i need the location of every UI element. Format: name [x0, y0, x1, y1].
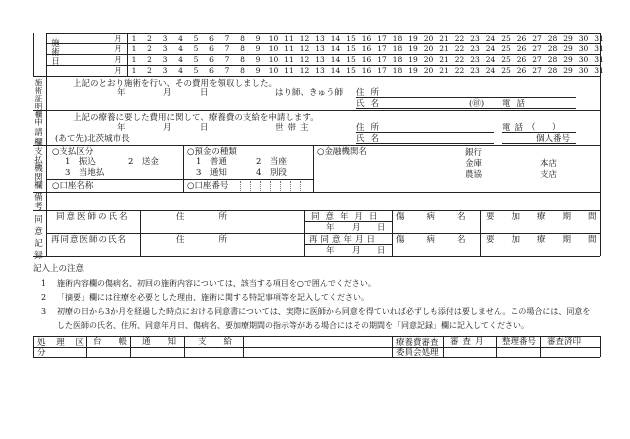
day-number[interactable]: 14 [330, 34, 341, 43]
head-of-household: 世帯主 [275, 123, 313, 133]
day-number[interactable]: 17 [377, 66, 387, 75]
day-number[interactable]: 16 [361, 66, 372, 75]
day-number[interactable]: 21 [439, 55, 449, 64]
account-type-3[interactable]: 3 通知 [196, 168, 227, 178]
day-number[interactable]: 22 [454, 34, 465, 43]
account-digit-divider [280, 181, 281, 191]
app-day: 日 [200, 123, 209, 133]
day-number[interactable]: 17 [377, 34, 387, 43]
consent-date-title: 同意年月日 [311, 212, 384, 222]
day-number[interactable]: 19 [408, 34, 418, 43]
consent-label: 同意記録 [34, 215, 43, 261]
day-number[interactable]: 16 [361, 44, 372, 53]
day-number[interactable]: 15 [346, 44, 356, 53]
day-number[interactable]: 25 [501, 34, 511, 43]
note-3-num: 3 [41, 307, 47, 316]
personal-number-label: 個人番号 [536, 134, 571, 144]
cert-phone-label: 電話 [502, 99, 532, 109]
bank-kind-2: 金庫 [465, 159, 483, 169]
month-label: 月 [114, 44, 122, 53]
account-digit-divider [290, 181, 291, 191]
app-month: 月 [163, 123, 172, 133]
day-number[interactable]: 7 [224, 44, 230, 53]
day-number[interactable]: 20 [423, 34, 434, 43]
day-number[interactable]: 29 [563, 66, 573, 75]
day-number[interactable]: 7 [224, 34, 230, 43]
day-number[interactable]: 11 [284, 66, 294, 75]
consent-disease-label: 傷病名 [396, 212, 488, 222]
account-type-4[interactable]: 4 別段 [256, 168, 287, 178]
month-label: 月 [114, 34, 122, 43]
account-type-2[interactable]: 2 当座 [256, 157, 287, 167]
cert-day: 日 [200, 88, 209, 98]
day-number[interactable]: 26 [516, 44, 527, 53]
application-label: 申請欄 [34, 118, 43, 148]
day-number[interactable]: 28 [547, 66, 558, 75]
day-number[interactable]: 3 [162, 34, 168, 43]
day-number[interactable]: 28 [547, 44, 558, 53]
day-number[interactable]: 10 [268, 55, 279, 64]
day-number[interactable]: 2 [147, 66, 152, 75]
cert-address-label: 住所 [356, 88, 386, 98]
day-number[interactable]: 26 [516, 34, 527, 43]
reconsent-month: 月 [352, 246, 361, 256]
reconsent-doctor-label: 再同意医師の氏名 [51, 235, 128, 245]
day-number[interactable]: 23 [470, 34, 480, 43]
bank-name-title: ○金融機関名 [317, 147, 367, 157]
day-number[interactable]: 3 [162, 55, 168, 64]
consent-doctor-label: 同意医師の氏名 [56, 212, 130, 222]
addressee: (あて先)北茨城市長 [55, 134, 130, 144]
certification-statement: 上記のとおり施術を行い、その費用を領収しました。 [73, 79, 278, 89]
day-number[interactable]: 28 [547, 34, 558, 43]
method-option-3[interactable]: 3 当地払 [65, 168, 105, 178]
day-number[interactable]: 9 [255, 34, 261, 43]
day-number[interactable]: 12 [299, 44, 310, 53]
reconsent-period-label: 要加療期間 [486, 235, 614, 245]
note-1-num: 1 [41, 279, 47, 288]
reconsent-disease-label: 傷病名 [396, 235, 488, 245]
day-number[interactable]: 10 [268, 34, 279, 43]
reconsent-address-label: 住 所 [176, 235, 228, 245]
day-number[interactable]: 16 [361, 55, 372, 64]
day-number[interactable]: 16 [361, 34, 372, 43]
method-option-2[interactable]: 2 送金 [128, 157, 159, 167]
day-number[interactable]: 8 [240, 34, 245, 43]
day-number[interactable]: 31 [594, 44, 604, 53]
method-option-1[interactable]: 1 振込 [65, 157, 96, 167]
day-number[interactable]: 14 [330, 66, 341, 75]
day-number[interactable]: 13 [315, 44, 325, 53]
payment-method-title: ○支払区分 [52, 147, 94, 157]
day-number[interactable]: 9 [255, 66, 261, 75]
account-type-title: ○預金の種類 [187, 147, 237, 157]
account-digit-divider [260, 181, 261, 191]
day-number[interactable]: 31 [594, 55, 604, 64]
note-2-text: 「摘要」欄には往療を必要とした理由、施術に関する特記事項等を記入してください。 [57, 293, 369, 302]
col-notice: 通 知 [142, 337, 177, 347]
day-number[interactable]: 19 [408, 66, 418, 75]
day-number[interactable]: 15 [346, 34, 356, 43]
app-address-label: 住所 [356, 123, 386, 133]
day-number[interactable]: 25 [501, 55, 511, 64]
day-number[interactable]: 6 [209, 34, 214, 43]
day-number[interactable]: 22 [454, 66, 465, 75]
day-number[interactable]: 17 [377, 44, 387, 53]
day-number[interactable]: 30 [578, 34, 589, 43]
day-number[interactable]: 7 [224, 66, 230, 75]
day-number[interactable]: 17 [377, 55, 387, 64]
day-number[interactable]: 28 [547, 55, 558, 64]
app-name-label: 氏名 [356, 134, 386, 144]
day-number[interactable]: 26 [516, 55, 527, 64]
note-1-text: 施術内容欄の傷病名、初回の施術内容については、該当する項目を○で囲んでください。 [57, 279, 376, 288]
col-payment: 支 給 [198, 337, 233, 347]
day-number[interactable]: 1 [131, 66, 137, 75]
day-number[interactable]: 31 [594, 66, 604, 75]
day-number[interactable]: 2 [147, 55, 152, 64]
day-number[interactable]: 9 [255, 44, 261, 53]
day-number[interactable]: 23 [470, 44, 480, 53]
day-number[interactable]: 24 [485, 55, 496, 64]
day-number[interactable]: 12 [299, 55, 310, 64]
account-digit-divider [250, 181, 251, 191]
note-3-continued: した医師の氏名、住所、同意年月日、傷病名、要加療期間の指示等がある場合にはその期間を「同意記録」欄に記入してください。 [57, 321, 529, 330]
bank-kind-3: 農協 [465, 170, 483, 180]
day-number[interactable]: 14 [330, 44, 341, 53]
day-number[interactable]: 29 [563, 44, 573, 53]
notes-title: 記入上の注意 [33, 264, 85, 274]
day-number[interactable]: 8 [240, 66, 245, 75]
day-number[interactable]: 30 [578, 66, 589, 75]
day-number[interactable]: 13 [315, 34, 325, 43]
day-number[interactable]: 24 [485, 66, 496, 75]
app-year: 年 [117, 123, 126, 133]
day-number[interactable]: 11 [284, 34, 294, 43]
cert-year: 年 [117, 88, 126, 98]
cert-month: 月 [163, 88, 172, 98]
day-number[interactable]: 13 [315, 66, 325, 75]
day-number[interactable]: 20 [423, 44, 434, 53]
day-number[interactable]: 27 [532, 44, 542, 53]
day-number[interactable]: 1 [131, 44, 137, 53]
day-number[interactable]: 25 [501, 66, 511, 75]
day-number[interactable]: 4 [178, 66, 183, 75]
day-number[interactable]: 4 [178, 44, 183, 53]
day-number[interactable]: 10 [268, 44, 279, 53]
day-number[interactable]: 18 [392, 34, 403, 43]
day-number[interactable]: 29 [563, 34, 573, 43]
remarks-label: 備考 [34, 193, 43, 212]
day-number[interactable]: 19 [408, 44, 418, 53]
ref-number: 整理番号 [502, 337, 537, 347]
account-digit-divider [270, 181, 271, 191]
day-number[interactable]: 1 [131, 34, 137, 43]
day-number[interactable]: 12 [299, 66, 310, 75]
day-number[interactable]: 2 [147, 34, 152, 43]
day-number[interactable]: 23 [470, 66, 480, 75]
month-label: 月 [114, 66, 122, 75]
reconsent-date-title: 再同意年月日 [309, 235, 379, 245]
treatment-days-label: 施術日 [51, 39, 60, 67]
app-phone-label: 電話（ ） [502, 123, 565, 133]
review-committee: 療養費審査委員会処理 [396, 338, 439, 358]
cert-name-label: 氏名 [356, 99, 386, 109]
account-type-1[interactable]: 1 普通 [196, 157, 227, 167]
account-holder-label: ○口座名称 [52, 181, 94, 191]
day-number[interactable]: 29 [563, 55, 573, 64]
day-number[interactable]: 8 [240, 44, 245, 53]
consent-address-label: 住 所 [176, 212, 228, 222]
consent-day: 日 [377, 223, 386, 233]
day-number[interactable]: 11 [284, 55, 294, 64]
note-2-num: 2 [41, 293, 47, 302]
day-number[interactable]: 30 [578, 55, 589, 64]
day-number[interactable]: 4 [178, 55, 183, 64]
day-number[interactable]: 6 [209, 66, 214, 75]
day-number[interactable]: 27 [532, 34, 542, 43]
day-number[interactable]: 6 [209, 55, 214, 64]
day-number[interactable]: 18 [392, 44, 403, 53]
day-number[interactable]: 19 [408, 55, 418, 64]
day-number[interactable]: 3 [162, 44, 168, 53]
day-number[interactable]: 15 [346, 55, 356, 64]
day-number[interactable]: 15 [346, 66, 356, 75]
day-number[interactable]: 2 [147, 44, 152, 53]
month-label: 月 [114, 55, 122, 64]
day-number[interactable]: 21 [439, 44, 449, 53]
day-number[interactable]: 6 [209, 44, 214, 53]
reconsent-day: 日 [377, 246, 386, 256]
day-number[interactable]: 27 [532, 66, 542, 75]
day-number[interactable]: 31 [594, 34, 604, 43]
day-number[interactable]: 18 [392, 55, 403, 64]
day-number[interactable]: 8 [240, 55, 245, 64]
day-number[interactable]: 5 [193, 55, 199, 64]
application-statement: 上記の療養に要した費用に関して、療養費の支給を申請します。 [73, 113, 319, 123]
day-number[interactable]: 20 [423, 55, 434, 64]
consent-period-label: 要加療期間 [486, 212, 614, 222]
day-number[interactable]: 24 [485, 44, 496, 53]
account-number-label: ○口座番号 [187, 181, 229, 191]
day-number[interactable]: 21 [439, 34, 449, 43]
day-number[interactable]: 22 [454, 55, 465, 64]
payment-label: 支払機関欄 [34, 147, 43, 191]
day-number[interactable]: 1 [131, 55, 137, 64]
consent-year: 年 [326, 223, 335, 233]
day-number[interactable]: 10 [268, 66, 279, 75]
day-number[interactable]: 30 [578, 44, 589, 53]
day-number[interactable]: 23 [470, 55, 480, 64]
processing-category: 処 理 区 分 [37, 338, 93, 358]
day-number[interactable]: 5 [193, 44, 199, 53]
day-number[interactable]: 9 [255, 55, 261, 64]
consent-month: 月 [352, 223, 361, 233]
day-number[interactable]: 25 [501, 44, 511, 53]
note-3-text: 初療の日から3か月を経過した時点における同意書については、実際に医師から同意を得ていれば必ずしも添付は要しません。この場合には、同意を [57, 307, 591, 316]
seal-mark: (㊞) [469, 99, 485, 109]
day-number[interactable]: 5 [193, 66, 199, 75]
bank-kind-1: 銀行 [465, 148, 483, 158]
day-number[interactable]: 4 [178, 34, 183, 43]
review-month: 審査月 [450, 337, 488, 347]
reconsent-year: 年 [326, 246, 335, 256]
certification-label: 施術証明欄 [34, 78, 43, 119]
reviewed-stamp: 審査済印 [547, 337, 582, 347]
day-number[interactable]: 12 [299, 34, 310, 43]
day-number[interactable]: 18 [392, 66, 403, 75]
day-number[interactable]: 26 [516, 66, 527, 75]
day-number[interactable]: 13 [315, 55, 325, 64]
day-number[interactable]: 27 [532, 55, 542, 64]
day-number[interactable]: 11 [284, 44, 294, 53]
day-number[interactable]: 3 [162, 66, 168, 75]
day-number[interactable]: 21 [439, 66, 449, 75]
branch-kind-2: 支店 [540, 170, 558, 180]
day-number[interactable]: 14 [330, 55, 341, 64]
day-number[interactable]: 20 [423, 66, 434, 75]
day-number[interactable]: 7 [224, 55, 230, 64]
col-ledger: 台 帳 [93, 337, 128, 347]
branch-kind-1: 本店 [540, 159, 558, 169]
account-digit-divider [240, 181, 241, 191]
day-number[interactable]: 22 [454, 44, 465, 53]
day-number[interactable]: 24 [485, 34, 496, 43]
practitioner-type: はり師、きゅう師 [275, 88, 344, 98]
account-digit-divider [300, 181, 301, 191]
day-number[interactable]: 5 [193, 34, 199, 43]
